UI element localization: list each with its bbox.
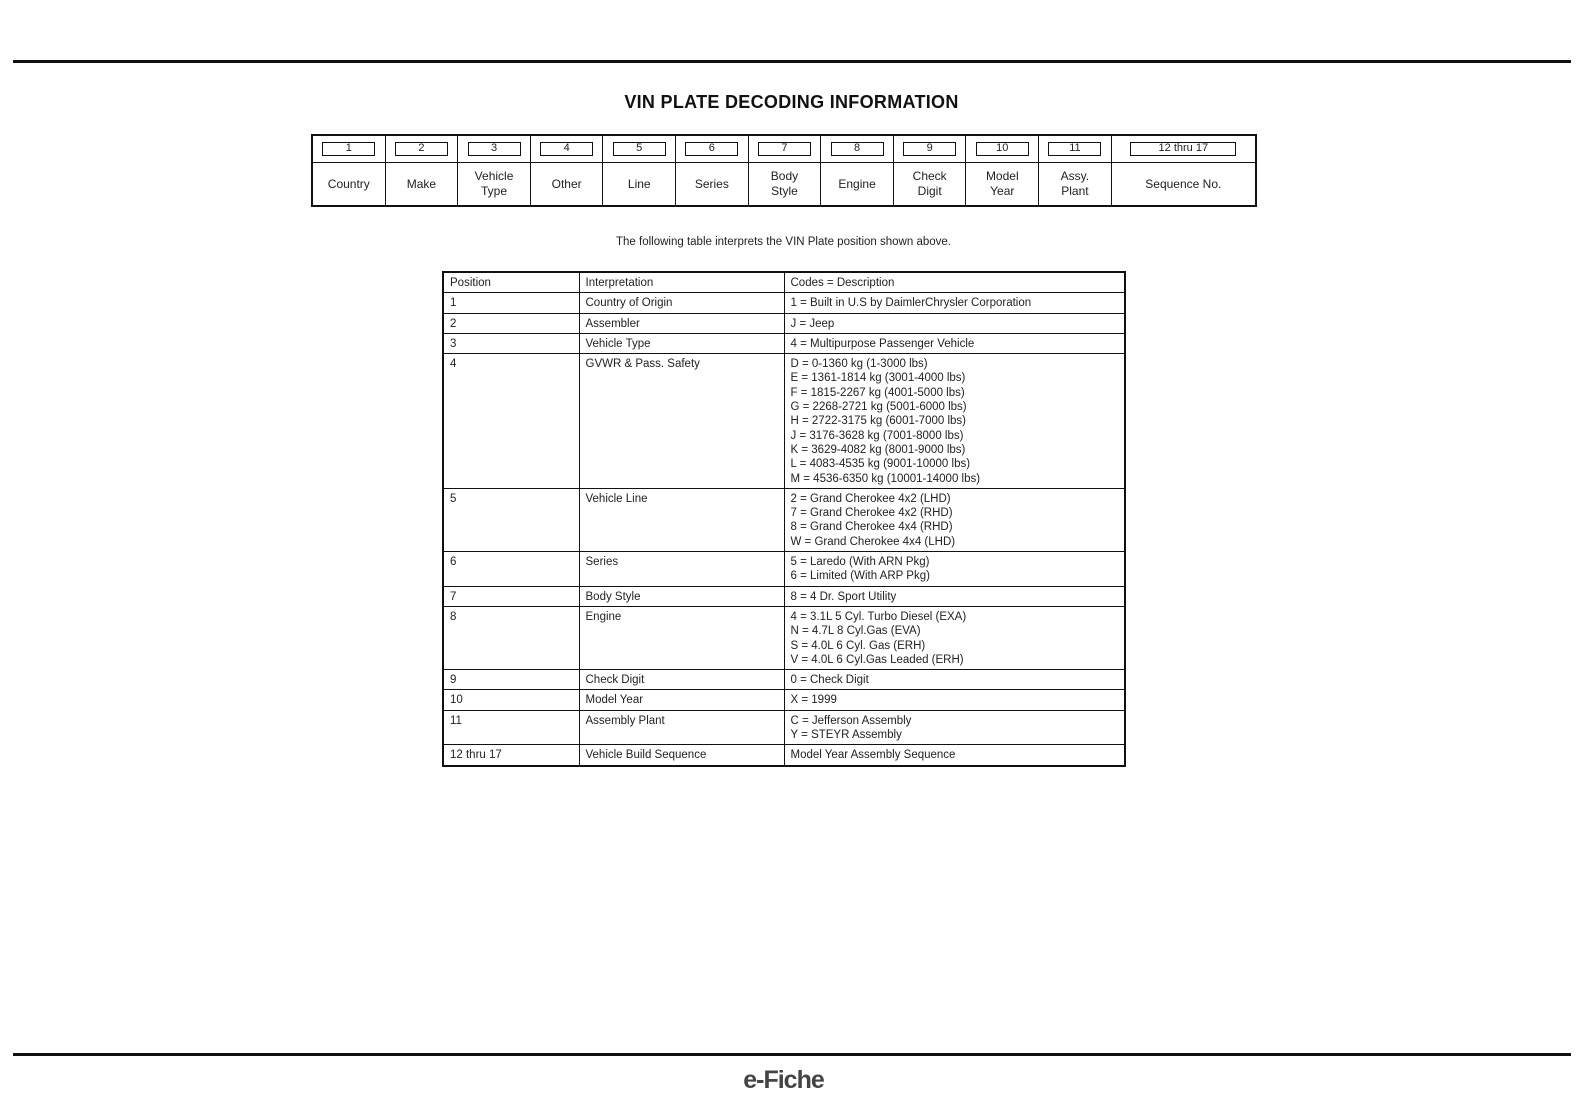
codes-cell: 8 = 4 Dr. Sport Utility <box>784 586 1125 606</box>
codes-cell: 4 = Multipurpose Passenger Vehicle <box>784 333 1125 353</box>
vin-position-label: Engine <box>838 176 876 191</box>
vin-position-number-row <box>966 136 1038 163</box>
vin-position-number-row <box>676 136 748 163</box>
codes-cell: 5 = Laredo (With ARN Pkg) 6 = Limited (With ARP Pkg) <box>784 552 1125 587</box>
codes-cell: 0 = Check Digit <box>784 670 1125 690</box>
vin-position-label: Body Style <box>770 169 799 198</box>
vin-position-number: 5 <box>613 142 666 156</box>
interpretation-cell: Series <box>579 552 784 587</box>
codes-cell: 1 = Built in U.S by DaimlerChrysler Corporation <box>784 293 1125 313</box>
vin-position-label: Assy. Plant <box>1060 169 1090 198</box>
table-row <box>443 745 1125 766</box>
vin-decode-table <box>442 271 1126 767</box>
header-interpretation: Interpretation <box>579 272 784 293</box>
vin-position-cell <box>1039 136 1112 205</box>
vin-position-number: 1 <box>322 142 375 156</box>
interpretation-cell: Engine <box>579 606 784 669</box>
vin-position-number: 11 <box>1048 142 1101 156</box>
vin-position-label: Vehicle Type <box>474 169 514 198</box>
interpretation-cell: Country of Origin <box>579 293 784 313</box>
table-row <box>443 354 1125 489</box>
position-cell: 1 <box>443 293 579 313</box>
vin-position-label: Series <box>694 176 729 191</box>
interpretation-cell: Check Digit <box>579 670 784 690</box>
interpretation-cell: Assembler <box>579 313 784 333</box>
page-title: VIN PLATE DECODING INFORMATION <box>624 92 959 112</box>
vin-position-cell <box>894 136 967 205</box>
vin-position-cell <box>966 136 1039 205</box>
table-row <box>443 313 1125 333</box>
position-cell: 6 <box>443 552 579 587</box>
vin-position-cell <box>603 136 676 205</box>
intro-text: The following table interprets the VIN Plate position shown above. <box>616 236 951 248</box>
table-row <box>443 690 1125 710</box>
table-row <box>443 586 1125 606</box>
vin-position-number: 4 <box>540 142 593 156</box>
codes-cell: Model Year Assembly Sequence <box>784 745 1125 766</box>
codes-cell: 4 = 3.1L 5 Cyl. Turbo Diesel (EXA) N = 4.7L 8 Cyl.Gas (EVA) S = 4.0L 6 Cyl. Gas (ERH) V = 4.0L 6 Cyl.Gas Leaded (ERH) <box>784 606 1125 669</box>
vin-position-label: Sequence No. <box>1145 176 1222 191</box>
vin-position-label: Other <box>551 176 582 191</box>
vin-position-number-row <box>1112 136 1255 163</box>
vin-position-label: Model Year <box>985 169 1019 198</box>
interpretation-cell: Vehicle Build Sequence <box>579 745 784 766</box>
vin-position-cell <box>313 136 386 205</box>
header-codes: Codes = Description <box>784 272 1125 293</box>
vin-position-number-row <box>749 136 821 163</box>
position-cell: 8 <box>443 606 579 669</box>
vin-position-cell <box>676 136 749 205</box>
codes-cell: J = Jeep <box>784 313 1125 333</box>
vin-position-number-row <box>458 136 530 163</box>
table-row <box>443 293 1125 313</box>
vin-position-number-row <box>531 136 603 163</box>
vin-position-cell <box>1112 136 1255 205</box>
interpretation-cell: Vehicle Line <box>579 488 784 551</box>
interpretation-cell: Body Style <box>579 586 784 606</box>
position-cell: 9 <box>443 670 579 690</box>
vin-position-number-row <box>821 136 893 163</box>
codes-cell: 2 = Grand Cherokee 4x2 (LHD) 7 = Grand Cherokee 4x2 (RHD) 8 = Grand Cherokee 4x4 (RHD) W = Grand Cherokee 4x4 (LHD) <box>784 488 1125 551</box>
position-cell: 2 <box>443 313 579 333</box>
position-cell: 7 <box>443 586 579 606</box>
efiche-logo: e-Fiche <box>743 1066 824 1094</box>
table-row <box>443 710 1125 745</box>
top-rule <box>13 60 1571 63</box>
vin-position-number: 10 <box>976 142 1029 156</box>
vin-position-number: 2 <box>395 142 448 156</box>
position-cell: 4 <box>443 354 579 489</box>
vin-position-strip <box>311 134 1257 207</box>
vin-position-cell <box>821 136 894 205</box>
table-header-row <box>443 272 1125 293</box>
table-row <box>443 606 1125 669</box>
vin-position-label: Check Digit <box>912 169 947 198</box>
vin-position-cell <box>386 136 459 205</box>
position-cell: 11 <box>443 710 579 745</box>
position-cell: 12 thru 17 <box>443 745 579 766</box>
codes-cell: D = 0-1360 kg (1-3000 lbs) E = 1361-1814 kg (3001-4000 lbs) F = 1815-2267 kg (4001-5000 lbs) G = 2268-2721 kg (5001-6000 lbs) H = 2722-3175 kg (6001-7000 lbs) J = 3176-3628 kg (7001-8000 lbs) K = 3629-4082 kg (8001-9000 lbs) L = 4083-4535 kg (9001-10000 lbs) M = 4536-6350 kg (10001-14000 lbs) <box>784 354 1125 489</box>
vin-position-cell <box>458 136 531 205</box>
vin-position-number: 9 <box>903 142 956 156</box>
vin-position-cell <box>531 136 604 205</box>
interpretation-cell: Vehicle Type <box>579 333 784 353</box>
position-cell: 3 <box>443 333 579 353</box>
table-row <box>443 552 1125 587</box>
vin-position-number: 3 <box>468 142 521 156</box>
vin-position-number-row <box>603 136 675 163</box>
interpretation-cell: Model Year <box>579 690 784 710</box>
table-row <box>443 488 1125 551</box>
vin-position-label: Country <box>327 176 370 191</box>
vin-position-number: 6 <box>685 142 738 156</box>
table-row <box>443 333 1125 353</box>
vin-position-number-row <box>894 136 966 163</box>
vin-position-label: Line <box>627 176 651 191</box>
bottom-rule <box>13 1053 1571 1056</box>
header-position: Position <box>443 272 579 293</box>
position-cell: 10 <box>443 690 579 710</box>
vin-position-number: 7 <box>758 142 811 156</box>
table-row <box>443 670 1125 690</box>
vin-position-cell <box>749 136 822 205</box>
position-cell: 5 <box>443 488 579 551</box>
interpretation-cell: Assembly Plant <box>579 710 784 745</box>
codes-cell: X = 1999 <box>784 690 1125 710</box>
vin-position-number-row <box>386 136 458 163</box>
vin-position-number: 8 <box>831 142 884 156</box>
vin-position-number-row <box>1039 136 1111 163</box>
vin-position-number-row <box>313 136 385 163</box>
vin-position-label: Make <box>406 176 437 191</box>
codes-cell: C = Jefferson Assembly Y = STEYR Assembly <box>784 710 1125 745</box>
interpretation-cell: GVWR & Pass. Safety <box>579 354 784 489</box>
vin-position-number: 12 thru 17 <box>1130 142 1236 156</box>
